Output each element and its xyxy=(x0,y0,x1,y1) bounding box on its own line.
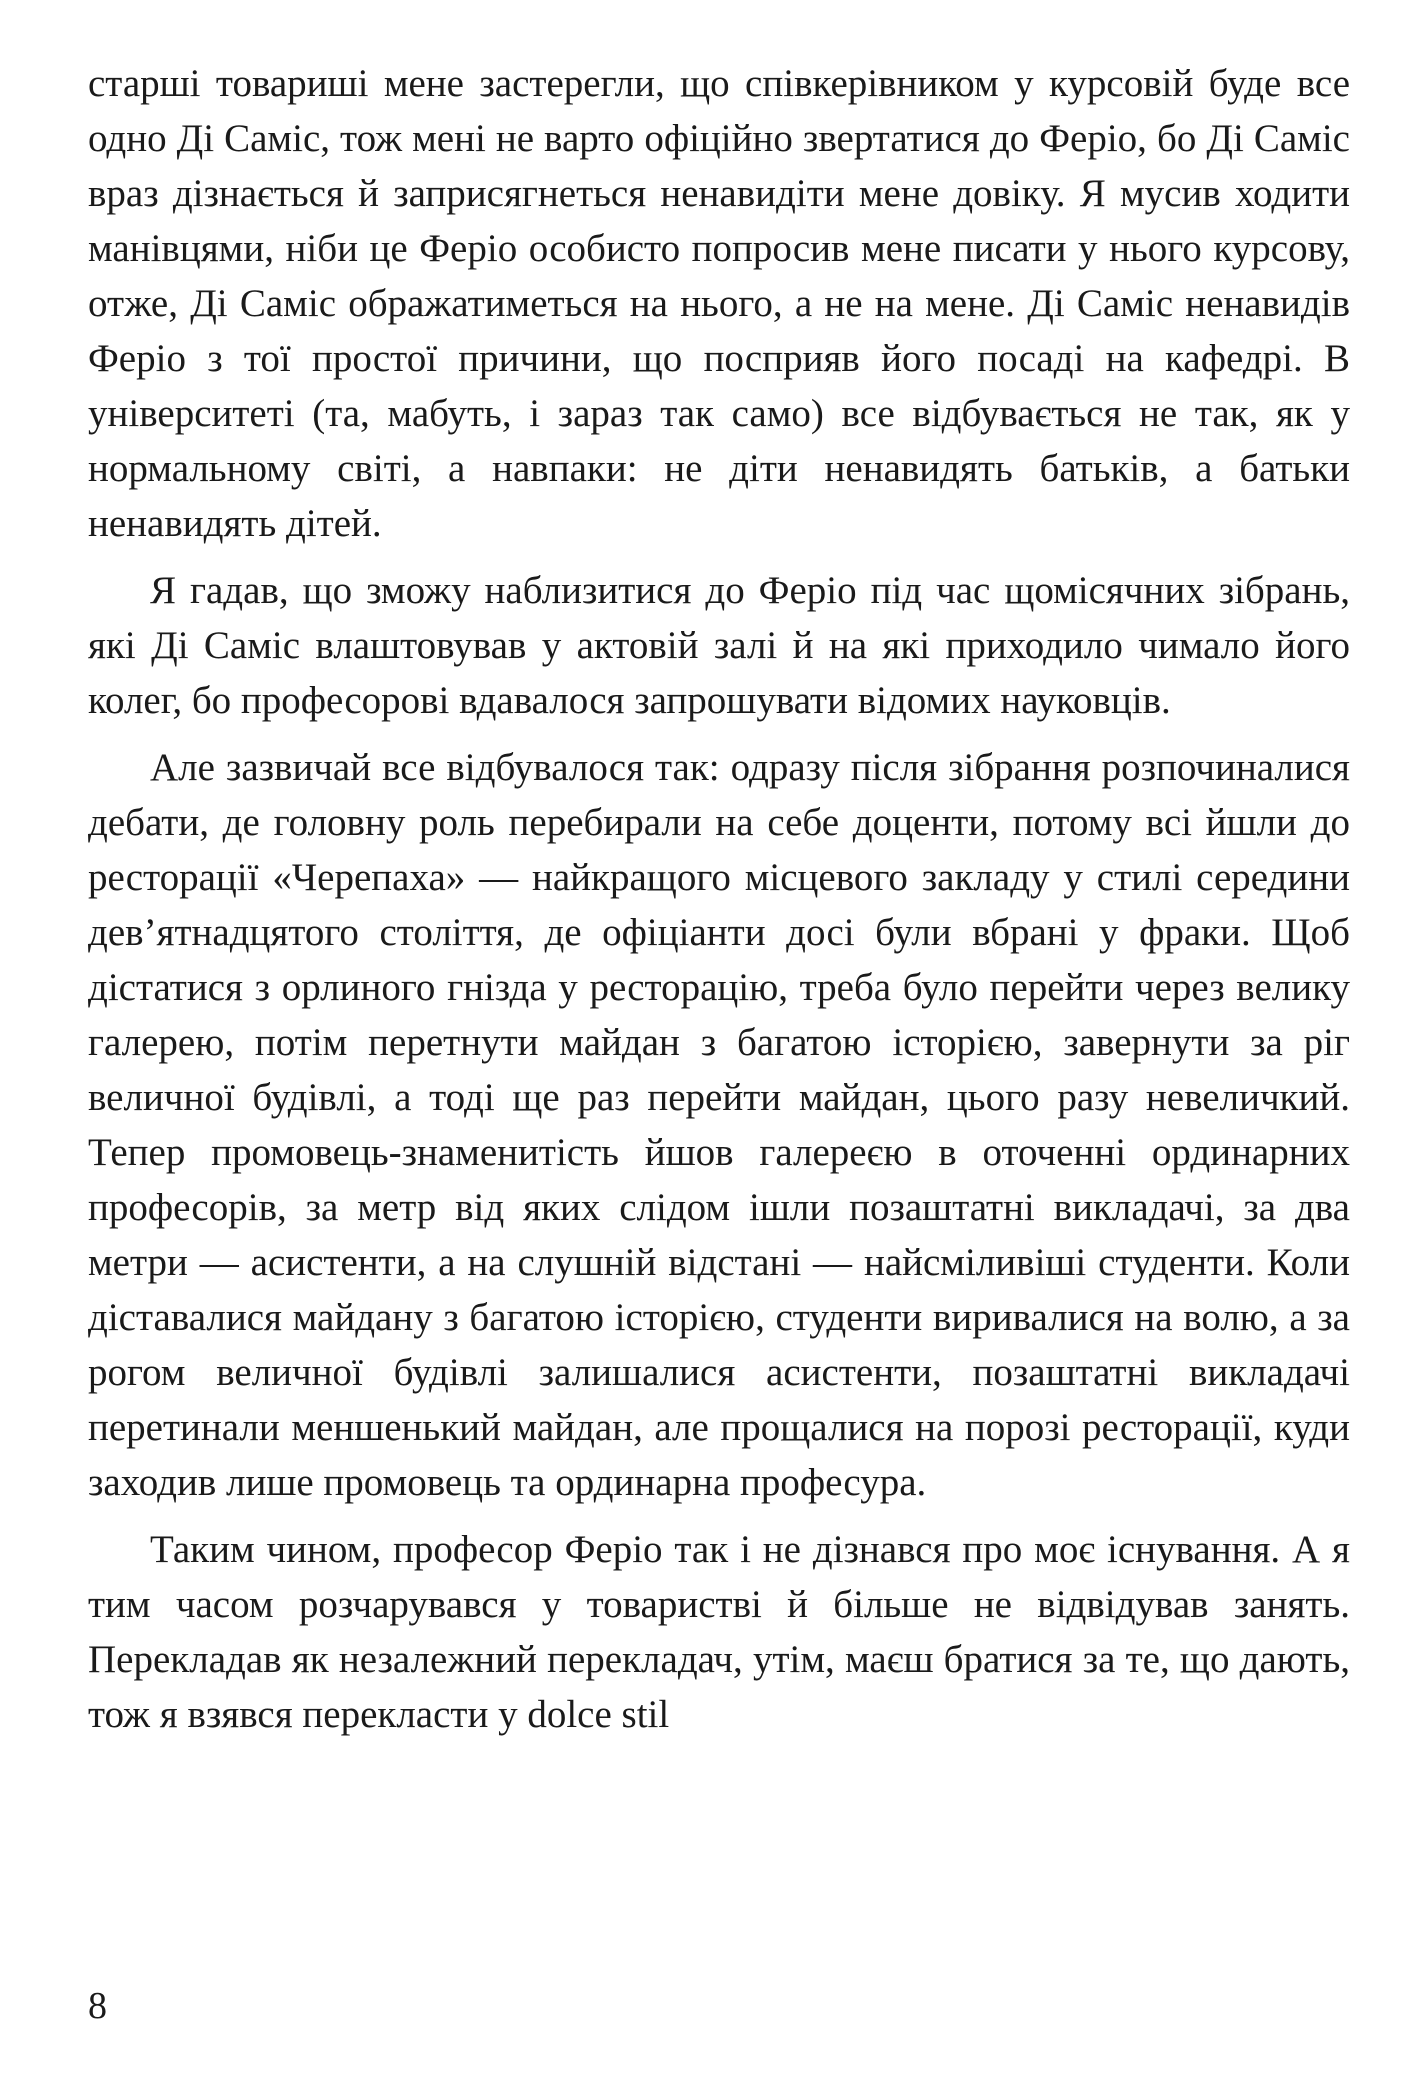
paragraph-4: Таким чином, професор Феріо так і не дізнався про моє існування. А я тим часом розчарувався у товаристві й більше не відвідував занять. Перекладав як незалежний перекладач, утім, маєш братися за те, що дають, тож я взявся перекласти у dolce stil xyxy=(88,1528,1350,1736)
page-number: 8 xyxy=(88,1985,107,2027)
paragraph-3: Але зазвичай все відбувалося так: одразу після зібрання розпочиналися дебати, де головну роль перебирали на себе доценти, потому всі йшли до ресторації «Черепаха» — найкращого місцевого закладу у стилі середини дев’ятнадцятого століття, де офіціанти досі були вбрані у фраки. Щоб дістатися з орлиного гнізда у ресторацію, треба було перейти через велику галерею, потім перетнути майдан з багатою історією, завернути за ріг величної будівлі, а тоді ще раз перейти майдан, цього разу невеличкий. Тепер промовець-знаменитість йшов галереєю в оточенні ординарних професорів, за метр від яких слідом ішли позаштатні викладачі, за два метри — асистенти, а на слушній відстані — найсміливіші студенти. Коли діставалися майдану з багатою історією, студенти виривалися на волю, а за рогом величної будівлі залишалися асистенти, позаштатні викладачі перетинали меншенький майдан, але прощалися на порозі ресторації, куди заходив лише промовець та ординарна професура. xyxy=(88,746,1350,1504)
paragraph-2: Я гадав, що зможу наблизитися до Феріо під час щомісячних зібрань, які Ді Саміс влаштовував у актовій залі й на які приходило чимало його колег, бо професорові вдавалося запрошувати відомих науковців. xyxy=(88,569,1350,722)
document-page xyxy=(88,56,1350,1754)
paragraph-1: старші товариші мене застерегли, що співкерівником у курсовій буде все одно Ді Саміс, тож мені не варто офіційно звертатися до Феріо, бо Ді Саміс враз дізнається й заприсягнеться ненавидіти мене довіку. Я мусив ходити манівцями, ніби це Феріо особисто попросив мене писати у нього курсову, отже, Ді Саміс ображатиметься на нього, а не на мене. Ді Саміс ненавидів Феріо з тої простої причини, що посприяв його посаді на кафедрі. В університеті (та, мабуть, і зараз так само) все відбувається не так, як у нормальному світі, а навпаки: не діти ненавидять батьків, а батьки ненавидять дітей. xyxy=(88,62,1350,545)
